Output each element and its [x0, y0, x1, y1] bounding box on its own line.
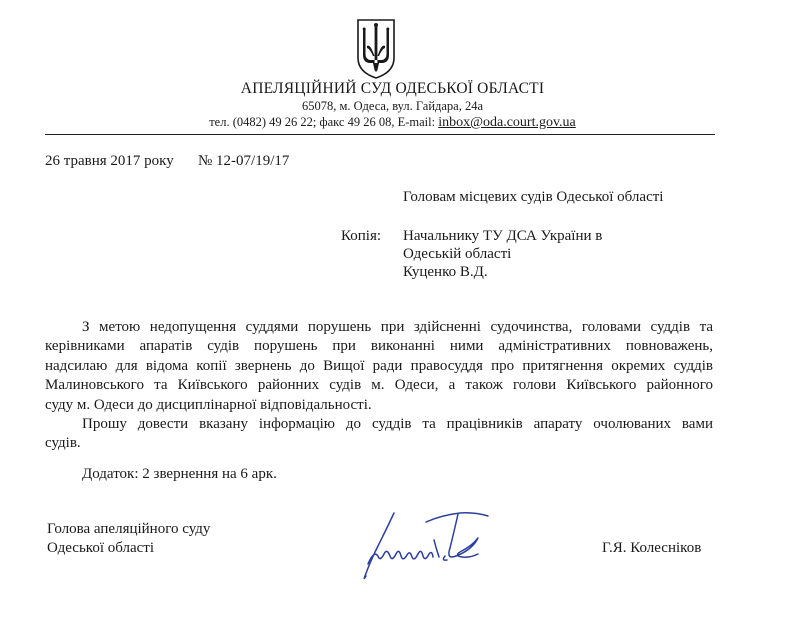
court-address: 65078, м. Одеса, вул. Гайдара, 24а — [301, 99, 484, 113]
body-p2-line-2: судів. — [45, 435, 81, 451]
letter-number: № 12-07/19/17 — [198, 153, 290, 169]
contacts-text: тел. (0482) 49 26 22; факс 49 26 08, E-mail: — [209, 115, 439, 129]
letter-date: 26 травня 2017 року — [45, 153, 174, 169]
header-divider — [45, 134, 715, 135]
email-link[interactable]: inbox@oda.court.gov.ua — [438, 115, 576, 130]
signatory-name: Г.Я. Колесніков — [602, 540, 702, 556]
body-p1-line-4: Малиновського та Київського районних судів м. Одеси, а також голови Київського районного — [45, 377, 713, 393]
signatory-position-line-2: Одеської області — [47, 540, 155, 556]
court-name: АПЕЛЯЦІЙНИЙ СУД ОДЕСЬКОЇ ОБЛАСТІ — [240, 80, 545, 97]
trident-coat-of-arms-icon — [356, 18, 396, 80]
copy-recipient-line-1: Начальнику ТУ ДСА України в — [403, 228, 603, 244]
body-p1-line-5: суду м. Одеси до дисциплінарної відповідальності. — [45, 397, 372, 413]
body-p1-line-3: надсилаю для відома копії звернень до Вищої ради правосуддя про притягнення окремих суддів — [45, 358, 713, 374]
copy-label: Копія: — [341, 228, 382, 244]
attachment-note: Додаток: 2 звернення на 6 арк. — [82, 466, 277, 482]
body-p1-line-2: керівниками апаратів судів порушень при виконанні ними адміністративних повноважень, — [45, 338, 713, 354]
body-p2-line-1: Прошу довести вказану інформацію до суддів та працівників апарату очолюваних вами — [82, 416, 713, 432]
handwritten-signature-icon — [360, 510, 505, 585]
court-contacts — [0, 115, 785, 131]
signatory-position-line-1: Голова апеляційного суду — [47, 521, 211, 537]
copy-recipient-line-3: Куценко В.Д. — [403, 264, 488, 280]
copy-recipient-line-2: Одеській області — [403, 246, 512, 262]
main-recipient: Головам місцевих судів Одеської області — [403, 189, 664, 205]
body-p1-line-1: З метою недопущення суддями порушень при здійсненні судочинства, головами суддів та — [82, 319, 713, 335]
